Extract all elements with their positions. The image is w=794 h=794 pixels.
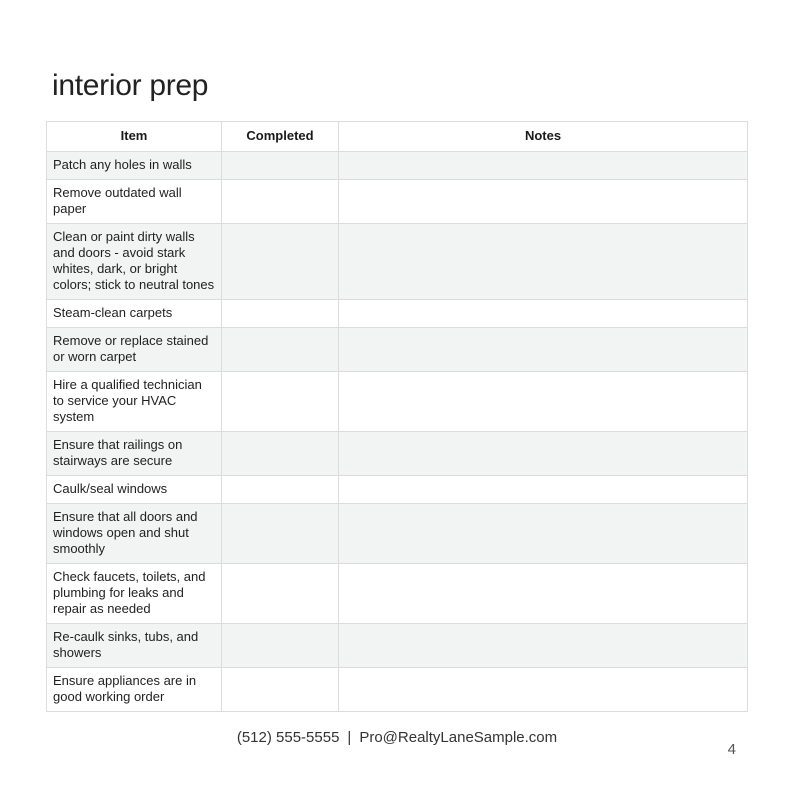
item-cell: Ensure that all doors and windows open and shut smoothly (47, 504, 222, 564)
header-notes: Notes (339, 122, 748, 152)
item-cell: Ensure appliances are in good working order (47, 668, 222, 712)
completed-cell[interactable] (222, 624, 339, 668)
table-row (47, 432, 748, 476)
footer-email: Pro@RealtyLaneSample.com (359, 729, 558, 746)
completed-cell[interactable] (222, 432, 339, 476)
table-row (47, 224, 748, 300)
table-row (47, 328, 748, 372)
notes-cell[interactable] (339, 180, 748, 224)
completed-cell[interactable] (222, 152, 339, 180)
notes-cell[interactable] (339, 564, 748, 624)
item-cell: Hire a qualified technician to service your HVAC system (47, 372, 222, 432)
notes-cell[interactable] (339, 668, 748, 712)
page-number: 4 (727, 741, 736, 758)
table-row (47, 152, 748, 180)
completed-cell[interactable] (222, 476, 339, 504)
table-header-row (47, 122, 748, 152)
table-row (47, 624, 748, 668)
notes-cell[interactable] (339, 328, 748, 372)
table-row (47, 564, 748, 624)
checklist-table (46, 121, 748, 712)
footer-phone: (512) 555-5555 (236, 729, 340, 746)
item-cell: Steam-clean carpets (47, 300, 222, 328)
item-cell: Caulk/seal windows (47, 476, 222, 504)
table-row (47, 476, 748, 504)
notes-cell[interactable] (339, 504, 748, 564)
table-row (47, 504, 748, 564)
completed-cell[interactable] (222, 180, 339, 224)
completed-cell[interactable] (222, 328, 339, 372)
notes-cell[interactable] (339, 372, 748, 432)
item-cell: Patch any holes in walls (47, 152, 222, 180)
header-item: Item (47, 122, 222, 152)
notes-cell[interactable] (339, 624, 748, 668)
table-row (47, 300, 748, 328)
table-row (47, 668, 748, 712)
item-cell: Remove or replace stained or worn carpet (47, 328, 222, 372)
notes-cell[interactable] (339, 224, 748, 300)
completed-cell[interactable] (222, 300, 339, 328)
footer-contact (0, 729, 794, 746)
item-cell: Ensure that railings on stairways are secure (47, 432, 222, 476)
table-body (47, 152, 748, 712)
notes-cell[interactable] (339, 152, 748, 180)
item-cell: Clean or paint dirty walls and doors - avoid stark whites, dark, or bright colors; stick to neutral tones (47, 224, 222, 300)
notes-cell[interactable] (339, 476, 748, 504)
page-title: interior prep (52, 69, 209, 102)
completed-cell[interactable] (222, 224, 339, 300)
notes-cell[interactable] (339, 300, 748, 328)
completed-cell[interactable] (222, 372, 339, 432)
completed-cell[interactable] (222, 564, 339, 624)
item-cell: Check faucets, toilets, and plumbing for leaks and repair as needed (47, 564, 222, 624)
table-row (47, 372, 748, 432)
header-completed: Completed (222, 122, 339, 152)
completed-cell[interactable] (222, 504, 339, 564)
notes-cell[interactable] (339, 432, 748, 476)
item-cell: Re-caulk sinks, tubs, and showers (47, 624, 222, 668)
item-cell: Remove outdated wall paper (47, 180, 222, 224)
table-row (47, 180, 748, 224)
completed-cell[interactable] (222, 668, 339, 712)
footer-separator: | (347, 729, 352, 746)
